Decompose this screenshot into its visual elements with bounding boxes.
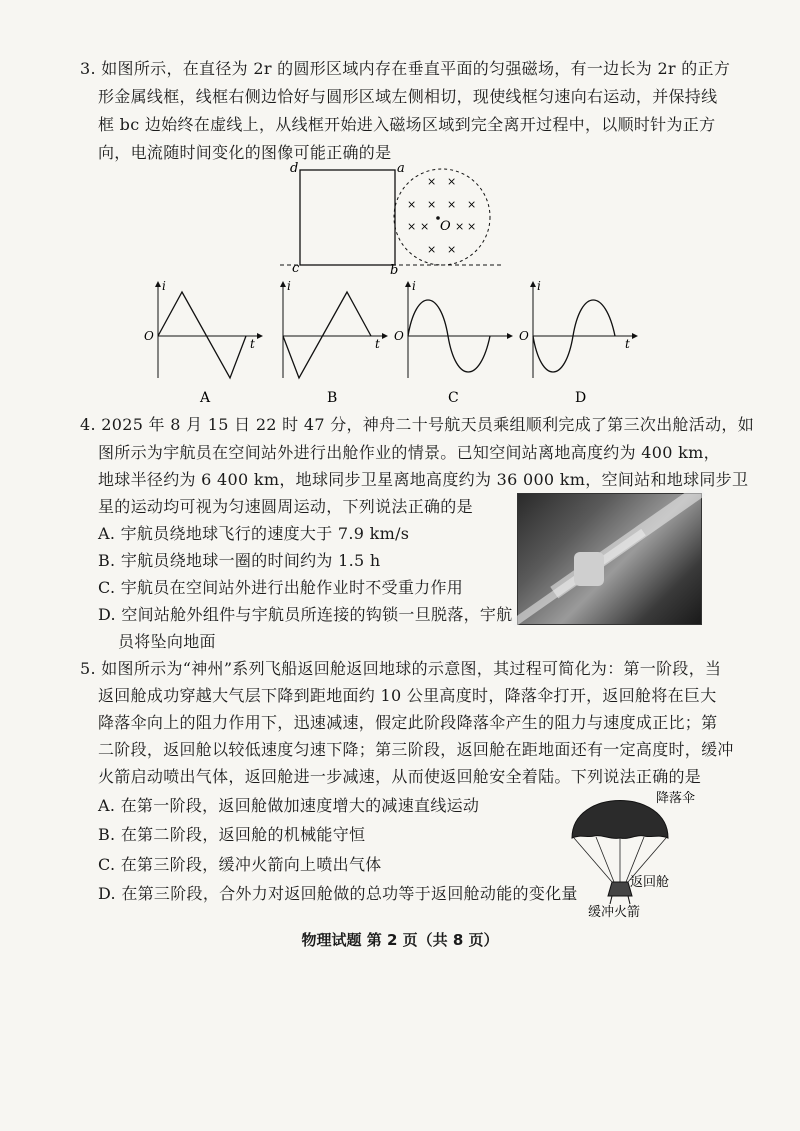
choice-a-label: A xyxy=(200,390,211,406)
q3-line-4: 向，电流随时间变化的图像可能正确的是 xyxy=(98,143,392,162)
label-b: b xyxy=(390,263,399,275)
cross-mark: × xyxy=(427,175,437,188)
cross-mark: × xyxy=(467,198,477,211)
cross-mark: × xyxy=(427,198,437,211)
axis-t-label: t xyxy=(250,337,255,351)
q4-option-d: D. 空间站舱外组件与宇航员所连接的钩锁一旦脱落，宇航 xyxy=(98,605,513,624)
q5-option-d: D. 在第三阶段，合外力对返回舱做的总功等于返回舱动能的变化量 xyxy=(98,884,578,903)
graph-d xyxy=(519,279,637,406)
label-a: a xyxy=(397,161,405,176)
q4-line-2: 图所示为宇航员在空间站外进行出舱作业的情景。已知空间站离地高度约为 400 km， xyxy=(98,443,720,462)
page-footer: 物理试题 第 2 页（共 8 页） xyxy=(301,931,499,949)
q3-line-2: 形金属线框，线框右侧边恰好与圆形区域左侧相切，现使线框匀速向右运动，并保持线 xyxy=(98,87,718,106)
axis-t-label: t xyxy=(375,337,380,351)
q3-field-diagram xyxy=(270,160,510,275)
q4-option-c: C. 宇航员在空间站外进行出舱作业时不受重力作用 xyxy=(98,578,464,597)
square-wire-frame xyxy=(300,170,395,265)
cross-mark: × xyxy=(420,220,430,233)
q4-line-4: 星的运动均可视为匀速圆周运动，下列说法正确的是 xyxy=(98,497,473,516)
q5-line-5: 火箭启动喷出气体，返回舱进一步减速，从而使返回舱安全着陆。下列说法正确的是 xyxy=(98,767,702,786)
q5-option-b: B. 在第二阶段，返回舱的机械能守恒 xyxy=(98,825,366,844)
choice-b-label: B xyxy=(327,390,338,406)
q4-line-3: 地球半径约为 6 400 km，地球同步卫星离地高度约为 36 000 km，空间站和地球同步卫 xyxy=(98,470,749,489)
parachute-diagram xyxy=(560,778,710,918)
origin-label: O xyxy=(394,329,404,343)
q4-line-1: 4. 2025 年 8 月 15 日 22 时 47 分，神舟二十号航天员乘组顺利完成了第三次出舱活动，如 xyxy=(80,415,755,434)
current-curve xyxy=(283,292,371,378)
q5-line-1: 5. 如图所示为“神州”系列飞船返回舱返回地球的示意图，其过程可简化为：第一阶段，当 xyxy=(80,659,722,678)
axis-i-label: i xyxy=(162,279,166,293)
q5-line-3: 降落伞向上的阻力作用下，迅速减速，假定此阶段降落伞产生的阻力与速度成正比；第 xyxy=(98,713,718,732)
cross-mark: × xyxy=(455,220,465,233)
parachute-label: 降落伞 xyxy=(656,791,696,806)
cross-mark: × xyxy=(447,198,457,211)
q4-option-b: B. 宇航员绕地球一圈的时间约为 1.5 h xyxy=(98,551,381,570)
cross-mark: × xyxy=(407,198,417,211)
rocket-label: 缓冲火箭 xyxy=(588,905,641,918)
axis-i-label: i xyxy=(412,279,416,293)
graph-b xyxy=(283,279,387,406)
graph-a xyxy=(144,279,262,406)
cross-mark: × xyxy=(447,175,457,188)
origin-label: O xyxy=(144,329,154,343)
q5-option-c: C. 在第三阶段，缓冲火箭向上喷出气体 xyxy=(98,855,382,874)
q5-line-4: 二阶段，返回舱以较低速度匀速下降；第三阶段，返回舱在距地面还有一定高度时，缓冲 xyxy=(98,740,734,759)
axis-i-label: i xyxy=(287,279,291,293)
magnetic-field-region xyxy=(394,169,490,265)
choice-d-label: D xyxy=(575,390,587,406)
axis-t-label: t xyxy=(625,337,630,351)
label-c: c xyxy=(292,261,300,275)
label-O: O xyxy=(440,219,451,234)
origin-label: O xyxy=(519,329,529,343)
q5-option-a: A. 在第一阶段，返回舱做加速度增大的减速直线运动 xyxy=(98,796,480,815)
q3-line-1: 3. 如图所示，在直径为 2r 的圆形区域内存在垂直平面的匀强磁场，有一边长为 2r 的正方 xyxy=(80,59,731,78)
cross-mark: × xyxy=(407,220,417,233)
cross-mark: × xyxy=(427,243,437,256)
cross-mark: × xyxy=(447,243,457,256)
astronaut-photo xyxy=(517,493,702,625)
q4-option-d-cont: 员将坠向地面 xyxy=(118,632,216,651)
graph-c xyxy=(394,279,512,406)
current-curve xyxy=(158,292,246,378)
cross-mark: × xyxy=(467,220,477,233)
choice-c-label: C xyxy=(448,390,459,406)
field-crosses xyxy=(407,175,476,256)
label-d: d xyxy=(290,161,299,176)
capsule-label: 返回舱 xyxy=(630,875,670,890)
q4-option-a: A. 宇航员绕地球飞行的速度大于 7.9 km/s xyxy=(98,524,410,543)
axis-i-label: i xyxy=(537,279,541,293)
astronaut-figure xyxy=(574,552,604,586)
return-capsule xyxy=(608,882,632,896)
q3-line-3: 框 bc 边始终在虚线上，从线框开始进入磁场区域到完全离开过程中，以顺时针为正方 xyxy=(98,115,716,134)
q5-line-2: 返回舱成功穿越大气层下降到距地面约 10 公里高度时，降落伞打开，返回舱将在巨大 xyxy=(98,686,717,705)
parachute-canopy xyxy=(572,801,668,839)
q3-option-graphs xyxy=(140,278,660,408)
